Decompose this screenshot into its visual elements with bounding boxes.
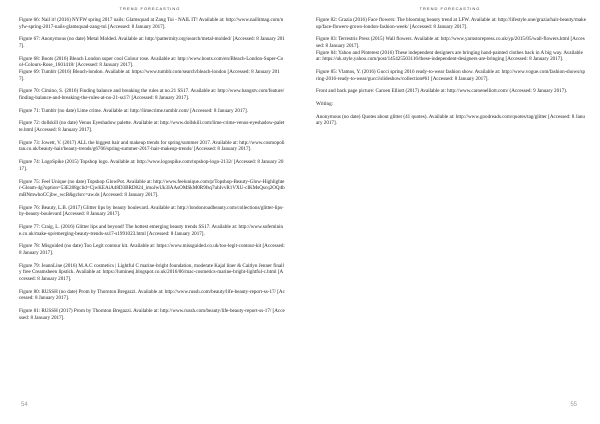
reference-entry: Figure 76: Beauty, L.B. (2017) Glitter lips by beauty boulevard. Available at: http://londonroadbeauty.com/collections/glitter-lips-by-beauty-boulevard [Accessed: 8 January 2017]. (19, 204, 284, 218)
page-number-right: 55 (570, 402, 577, 408)
reference-entry: Front and back page picture: Caroen Elliott (2017) Available at: http://www.caroenelliott.com/ (Accessed: 9 January 2017). (316, 88, 568, 95)
reference-entry: Figure 78: Misguided (no date) Too Legit contour kit. Available at: https://www.missguided.co.uk/too-legit-contour-kit [Accessed: 8 January 2017]. (19, 243, 285, 256)
reference-entry: Figure 75: Feel Unique (no date) Topshop GlowPot. Available at: http://www.feelunique.com/p/Topshop-Beauty-Glow-Highlighter-Gleam-4g?option=53E288gclid=CjwKEAiA48D3BRD824_imoJwUk3IAAsOMSkM0R9fsq7uhIvvR1VXU-cIKMsQscq2OQ4bmBNmwhoCCjbw_wcB&gclsrc=aw.ds [Accessed: 8 January 2017]. (19, 178, 285, 198)
reference-entry: Anonymous (no date) Quotes about glitter (41 quotes). Available at: http://www.goodreads.com/quotes/tag/glitter [Accessed: 8 January 2017]. (316, 113, 585, 127)
reference-entry: Figure 73: Jowett, V. (2017) ALL the biggest hair and makeup trends for spring/summer 2017. Available at: http://www.cosmopolitan.co.uk/beauty-hair/beauty-trends/g6706/spring-summer-2017-hair-makeup-trends/ [Accessed: 8 January 2017]. (19, 139, 285, 153)
reference-entry: Figure 67: Anonymous (no date) Metal Molded. Available at: http://pattermity.org/search/metal-molded/ [Accessed: 8 January 2017]. (19, 36, 285, 49)
reference-entry: Figure 84: Yahoo and Pinterest (2016) These independent designers are bringing hand-painted clothes back in A big way. Available at: https://uk.style.yahoo.com/post/145425503116/these-independent-designers-are-bringing [Accessed: 8 January 2017]. (316, 49, 583, 63)
reference-entry: Figure 82: Grazia (2016) Face flowers: The blooming beauty trend at LFW. Available at: http://lifestyle.one/grazia/hair-beauty/makeup/face-flowers-grows-london-fashion-week/ [Accessed: 8 January 2017]. (316, 17, 586, 30)
reference-entry: Figure 70: Cimino, S. (2016) Finding balance and breaking the rules at no.21 SS17. Available at: http://www.bangstv.com/feature/finding-balance-and-breaking-the-rules-at-no-21-ss17/ [Accessed: 8 January 2017]. (19, 88, 285, 101)
right-page (300, 0, 600, 424)
reference-list-right (316, 17, 586, 133)
reference-entry: Figure 68: Boots (2016) Bleach London super cool Colour rose. Available at: http://www.boots.com/en/Bleach-London-Super-Cool-Colours-Rose_1601418/ [Accessed: 8 January 2017]. (19, 55, 284, 69)
reference-entry: Figure 71: Tumblr (no date) Lime crime. Available at: http://limecrime.tumblr.com/ [Accessed: 8 January 2017]. (19, 107, 248, 114)
reference-entry: Figure 72: dollskill (no date) Venus Eyeshadow palette. Available at: http://www.dollskill.com/lime-crime-venus-eyeshadow-palette.html [Accessed: 8 January 2017]. (19, 120, 285, 134)
reference-entry: Figure 77: Craig, L. (2016) Glitter lips and beyond! The hottest emerging beauty trends SS17. Available at: http://www.sofeminine.co.uk/make-up/emerging-beauty-trends-ss17-s1991023.html [Accessed: 8 January 2017]. (19, 223, 284, 237)
reference-entry: Figure 81: RUSSH (2017) Prom by Thornton Bregazzi. Available at: http://www.russh.com/beauty/life-beauty-report-ss-17/ [Accessed: 8 January 2017]. (19, 308, 285, 321)
running-head-left: TREND FORECASTING (119, 6, 181, 11)
reference-entry: Figure 66: Nail it! (2016) NYFW spring 2017 nails: Glamsquad at Zang Toi - NAIL IT! Available at: http://www.nailitmag.com/nyfw-spring-2017-nails-glamsquad-zang-toi [Accessed: 8 January 2017]. (19, 17, 284, 30)
reference-entry: Figure 80: RUSSH (no date) Prom by Thornton Bregazzi. Available at: http://www.russh.com/beauty/life-beauty-report-ss-17/ [Accessed: 8 January 2017]. (19, 288, 285, 302)
reference-list-left (19, 17, 285, 327)
reference-entry: Figure 69: Tumblr (2016) Bleach-london. Available at: https://www.tumblr.com/search/bleach-london [Accessed: 8 January 2017]. (19, 68, 280, 82)
reference-entry: Figure 85: Vlamos, Y. (2016) Gucci spring 2016 ready-to-wear fashion show. Available at: http://www.vogue.com/fashion-shows/spring-2016-ready-to-wear/gucci/slideshow/collection#61 [Accessed: 8 January 2017]. (316, 68, 586, 82)
reference-entry: Figure 83: Terrestris Press (2015) Wall flowers. Available at: http://www.yarnstorepress.co.uk/yp/2015/05/wall-flowers.html [Accessed: 8 January 2017]. (316, 36, 585, 49)
page-number-left: 54 (21, 402, 28, 408)
reference-entry: Figure 74: LogoSpike (2015) Topshop logo. Available at: http://www.logospike.com/topshop-logo-2132/ [Accessed: 8 January 2017]. (19, 159, 284, 172)
writing-heading: Writing: (316, 101, 334, 108)
reference-entry: Figure 79: JeannLine (2016) M.A.C cosmetics | Lightful C marine-bright foundation, moderate Kajal liner & Caitlyn Jenner finally free Creamsheen lipstick. Available at: https://luminesj.blogspot.co.uk/2016/06/mac-cosmetics-marine-bright-lightful-c.html [Accessed: 8 January 2017]. (19, 262, 284, 282)
running-head-right: TREND FORECASTING (419, 6, 481, 11)
